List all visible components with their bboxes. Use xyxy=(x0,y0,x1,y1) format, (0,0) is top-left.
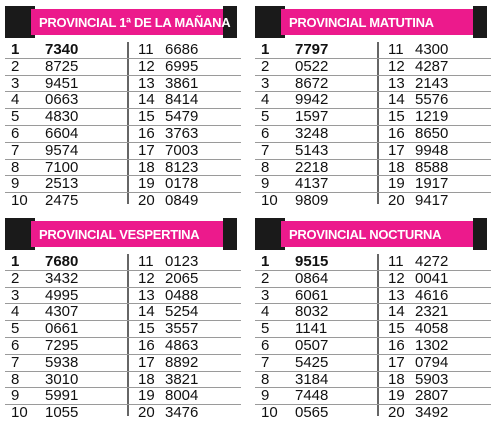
drawn-number: 3861 xyxy=(165,74,199,92)
position-number: 3 xyxy=(261,74,270,92)
drawn-number: 9809 xyxy=(295,192,329,210)
position-number: 2 xyxy=(261,269,270,287)
position-number: 13 xyxy=(138,286,155,304)
table-row xyxy=(5,388,241,405)
position-number: 11 xyxy=(138,41,154,58)
drawn-number: 6686 xyxy=(165,41,199,58)
drawn-number: 2143 xyxy=(415,74,449,92)
panel-provincial-manana xyxy=(5,6,241,210)
drawn-number: 9574 xyxy=(45,141,79,159)
position-number: 19 xyxy=(388,175,405,193)
position-number: 16 xyxy=(138,124,155,142)
header-dark-right xyxy=(473,218,487,250)
drawn-number: 2475 xyxy=(45,192,79,210)
drawn-number: 2513 xyxy=(45,175,79,193)
panel-title: PROVINCIAL 1ª DE LA MAÑANA xyxy=(39,15,231,30)
table-row xyxy=(255,254,491,271)
drawn-number: 3492 xyxy=(415,404,449,422)
drawn-number: 0178 xyxy=(165,175,199,193)
position-number: 2 xyxy=(261,57,270,75)
position-number: 17 xyxy=(138,353,155,371)
position-number: 15 xyxy=(388,320,405,338)
drawn-number: 0849 xyxy=(165,192,199,210)
drawn-number: 8650 xyxy=(415,124,449,142)
drawn-number: 3821 xyxy=(165,370,199,388)
position-number: 19 xyxy=(138,175,155,193)
position-number: 6 xyxy=(261,124,270,142)
drawn-number: 9451 xyxy=(45,74,79,92)
drawn-number: 3010 xyxy=(45,370,79,388)
header-dark-right xyxy=(473,6,487,38)
table-row xyxy=(255,42,491,59)
drawn-number: 5143 xyxy=(295,141,329,159)
drawn-number: 2065 xyxy=(165,269,199,287)
drawn-number: 3248 xyxy=(295,124,329,142)
table-row xyxy=(5,176,241,193)
drawn-number: 7295 xyxy=(45,336,79,354)
drawn-number: 5479 xyxy=(165,108,199,126)
position-number: 20 xyxy=(138,404,155,422)
header-dark-right xyxy=(223,218,237,250)
drawn-number: 8892 xyxy=(165,353,199,371)
table-row xyxy=(5,42,241,59)
table-row xyxy=(255,193,491,209)
position-number: 13 xyxy=(388,286,405,304)
table-row xyxy=(5,143,241,160)
position-number: 18 xyxy=(138,158,155,176)
drawn-number: 0794 xyxy=(415,353,449,371)
table-row xyxy=(5,160,241,177)
drawn-number: 8588 xyxy=(415,158,449,176)
table-row xyxy=(5,193,241,209)
position-number: 9 xyxy=(11,175,20,193)
drawn-number: 7003 xyxy=(165,141,199,159)
drawn-number: 9942 xyxy=(295,91,329,109)
position-number: 13 xyxy=(388,74,405,92)
table-row xyxy=(5,321,241,338)
position-number: 1 xyxy=(261,253,270,270)
position-number: 17 xyxy=(388,353,405,371)
results-table xyxy=(255,42,491,209)
position-number: 11 xyxy=(388,41,404,58)
position-number: 6 xyxy=(11,336,20,354)
drawn-number: 3476 xyxy=(165,404,199,422)
table-row xyxy=(255,126,491,143)
table-row xyxy=(5,92,241,109)
table-row xyxy=(5,126,241,143)
drawn-number: 9515 xyxy=(295,253,329,270)
drawn-number: 3432 xyxy=(45,269,79,287)
position-number: 7 xyxy=(11,353,20,371)
drawn-number: 4830 xyxy=(45,108,79,126)
position-number: 4 xyxy=(261,91,270,109)
position-number: 10 xyxy=(261,192,278,210)
position-number: 5 xyxy=(261,108,270,126)
drawn-number: 4307 xyxy=(45,303,79,321)
drawn-number: 5903 xyxy=(415,370,449,388)
drawn-number: 6995 xyxy=(165,57,199,75)
drawn-number: 6604 xyxy=(45,124,79,142)
position-number: 10 xyxy=(261,404,278,422)
drawn-number: 0663 xyxy=(45,91,79,109)
drawn-number: 0565 xyxy=(295,404,329,422)
drawn-number: 5576 xyxy=(415,91,449,109)
table-row xyxy=(5,372,241,389)
position-number: 20 xyxy=(388,404,405,422)
table-row xyxy=(5,304,241,321)
position-number: 14 xyxy=(388,303,405,321)
panel-header xyxy=(255,218,487,250)
position-number: 15 xyxy=(138,320,155,338)
position-number: 9 xyxy=(11,387,20,405)
table-row xyxy=(255,372,491,389)
table-row xyxy=(5,76,241,93)
position-number: 18 xyxy=(388,370,405,388)
position-number: 8 xyxy=(261,158,270,176)
drawn-number: 7100 xyxy=(45,158,79,176)
position-number: 9 xyxy=(261,175,270,193)
panel-provincial-vespertina xyxy=(5,218,241,422)
table-row xyxy=(255,109,491,126)
results-table xyxy=(5,254,241,421)
drawn-number: 4058 xyxy=(415,320,449,338)
table-row xyxy=(255,271,491,288)
position-number: 19 xyxy=(138,387,155,405)
position-number: 12 xyxy=(388,269,405,287)
table-row xyxy=(255,160,491,177)
table-row xyxy=(255,355,491,372)
drawn-number: 0522 xyxy=(295,57,329,75)
drawn-number: 7448 xyxy=(295,387,329,405)
table-row xyxy=(5,338,241,355)
position-number: 14 xyxy=(138,303,155,321)
position-number: 10 xyxy=(11,404,28,422)
position-number: 16 xyxy=(388,336,405,354)
position-number: 16 xyxy=(138,336,155,354)
table-row xyxy=(255,176,491,193)
table-row xyxy=(255,59,491,76)
drawn-number: 4137 xyxy=(295,175,329,193)
drawn-number: 1219 xyxy=(415,108,449,126)
position-number: 18 xyxy=(388,158,405,176)
table-row xyxy=(5,271,241,288)
drawn-number: 7797 xyxy=(295,41,329,58)
table-row xyxy=(255,288,491,305)
position-number: 15 xyxy=(388,108,405,126)
drawn-number: 9417 xyxy=(415,192,449,210)
drawn-number: 4287 xyxy=(415,57,449,75)
position-number: 3 xyxy=(11,74,20,92)
table-row xyxy=(5,254,241,271)
drawn-number: 3557 xyxy=(165,320,199,338)
position-number: 20 xyxy=(388,192,405,210)
panel-header xyxy=(255,6,487,38)
position-number: 14 xyxy=(138,91,155,109)
drawn-number: 8414 xyxy=(165,91,199,109)
drawn-number: 8004 xyxy=(165,387,199,405)
position-number: 1 xyxy=(261,41,270,58)
drawn-number: 0488 xyxy=(165,286,199,304)
drawn-number: 4616 xyxy=(415,286,449,304)
drawn-number: 1917 xyxy=(415,175,449,193)
position-number: 4 xyxy=(11,91,20,109)
table-row xyxy=(255,388,491,405)
position-number: 7 xyxy=(261,141,270,159)
table-row xyxy=(5,405,241,421)
position-number: 5 xyxy=(261,320,270,338)
drawn-number: 0864 xyxy=(295,269,329,287)
panel-header xyxy=(5,218,237,250)
drawn-number: 2218 xyxy=(295,158,329,176)
position-number: 11 xyxy=(138,253,154,270)
drawn-number: 3763 xyxy=(165,124,199,142)
position-number: 8 xyxy=(11,370,20,388)
position-number: 16 xyxy=(388,124,405,142)
table-row xyxy=(255,76,491,93)
results-table xyxy=(5,42,241,209)
table-row xyxy=(5,288,241,305)
drawn-number: 2321 xyxy=(415,303,449,321)
position-number: 1 xyxy=(11,253,20,270)
position-number: 14 xyxy=(388,91,405,109)
drawn-number: 3184 xyxy=(295,370,329,388)
position-number: 18 xyxy=(138,370,155,388)
table-row xyxy=(5,59,241,76)
drawn-number: 8672 xyxy=(295,74,329,92)
drawn-number: 4863 xyxy=(165,336,199,354)
drawn-number: 4272 xyxy=(415,253,449,270)
position-number: 12 xyxy=(388,57,405,75)
position-number: 5 xyxy=(11,320,20,338)
position-number: 4 xyxy=(261,303,270,321)
position-number: 2 xyxy=(11,57,20,75)
panel-header xyxy=(5,6,237,38)
drawn-number: 0661 xyxy=(45,320,79,338)
position-number: 20 xyxy=(138,192,155,210)
drawn-number: 1055 xyxy=(45,404,79,422)
drawn-number: 8032 xyxy=(295,303,329,321)
position-number: 17 xyxy=(388,141,405,159)
position-number: 13 xyxy=(138,74,155,92)
drawn-number: 0507 xyxy=(295,336,329,354)
table-row xyxy=(255,92,491,109)
position-number: 7 xyxy=(261,353,270,371)
position-number: 7 xyxy=(11,141,20,159)
position-number: 9 xyxy=(261,387,270,405)
table-row xyxy=(255,304,491,321)
drawn-number: 7680 xyxy=(45,253,79,270)
position-number: 8 xyxy=(261,370,270,388)
position-number: 19 xyxy=(388,387,405,405)
drawn-number: 8123 xyxy=(165,158,199,176)
position-number: 11 xyxy=(388,253,404,270)
panel-title: PROVINCIAL MATUTINA xyxy=(289,15,434,30)
drawn-number: 6061 xyxy=(295,286,329,304)
position-number: 3 xyxy=(261,286,270,304)
table-row xyxy=(5,109,241,126)
panel-provincial-nocturna xyxy=(255,218,491,422)
drawn-number: 7340 xyxy=(45,41,79,58)
position-number: 8 xyxy=(11,158,20,176)
table-row xyxy=(5,355,241,372)
table-row xyxy=(255,321,491,338)
position-number: 15 xyxy=(138,108,155,126)
drawn-number: 8725 xyxy=(45,57,79,75)
position-number: 17 xyxy=(138,141,155,159)
drawn-number: 5938 xyxy=(45,353,79,371)
position-number: 6 xyxy=(11,124,20,142)
position-number: 2 xyxy=(11,269,20,287)
position-number: 6 xyxy=(261,336,270,354)
position-number: 12 xyxy=(138,57,155,75)
drawn-number: 5425 xyxy=(295,353,329,371)
drawn-number: 0041 xyxy=(415,269,449,287)
position-number: 4 xyxy=(11,303,20,321)
table-row xyxy=(255,143,491,160)
panel-title: PROVINCIAL VESPERTINA xyxy=(39,227,200,242)
position-number: 5 xyxy=(11,108,20,126)
position-number: 10 xyxy=(11,192,28,210)
drawn-number: 0123 xyxy=(165,253,199,270)
drawn-number: 1141 xyxy=(295,320,328,338)
drawn-number: 5991 xyxy=(45,387,79,405)
panel-title: PROVINCIAL NOCTURNA xyxy=(289,227,442,242)
drawn-number: 1597 xyxy=(295,108,329,126)
drawn-number: 2807 xyxy=(415,387,449,405)
drawn-number: 5254 xyxy=(165,303,199,321)
results-table xyxy=(255,254,491,421)
position-number: 3 xyxy=(11,286,20,304)
position-number: 1 xyxy=(11,41,20,58)
drawn-number: 4995 xyxy=(45,286,79,304)
position-number: 12 xyxy=(138,269,155,287)
table-row xyxy=(255,338,491,355)
drawn-number: 1302 xyxy=(415,336,449,354)
panel-provincial-matutina xyxy=(255,6,491,210)
drawn-number: 9948 xyxy=(415,141,449,159)
table-row xyxy=(255,405,491,421)
drawn-number: 4300 xyxy=(415,41,449,58)
